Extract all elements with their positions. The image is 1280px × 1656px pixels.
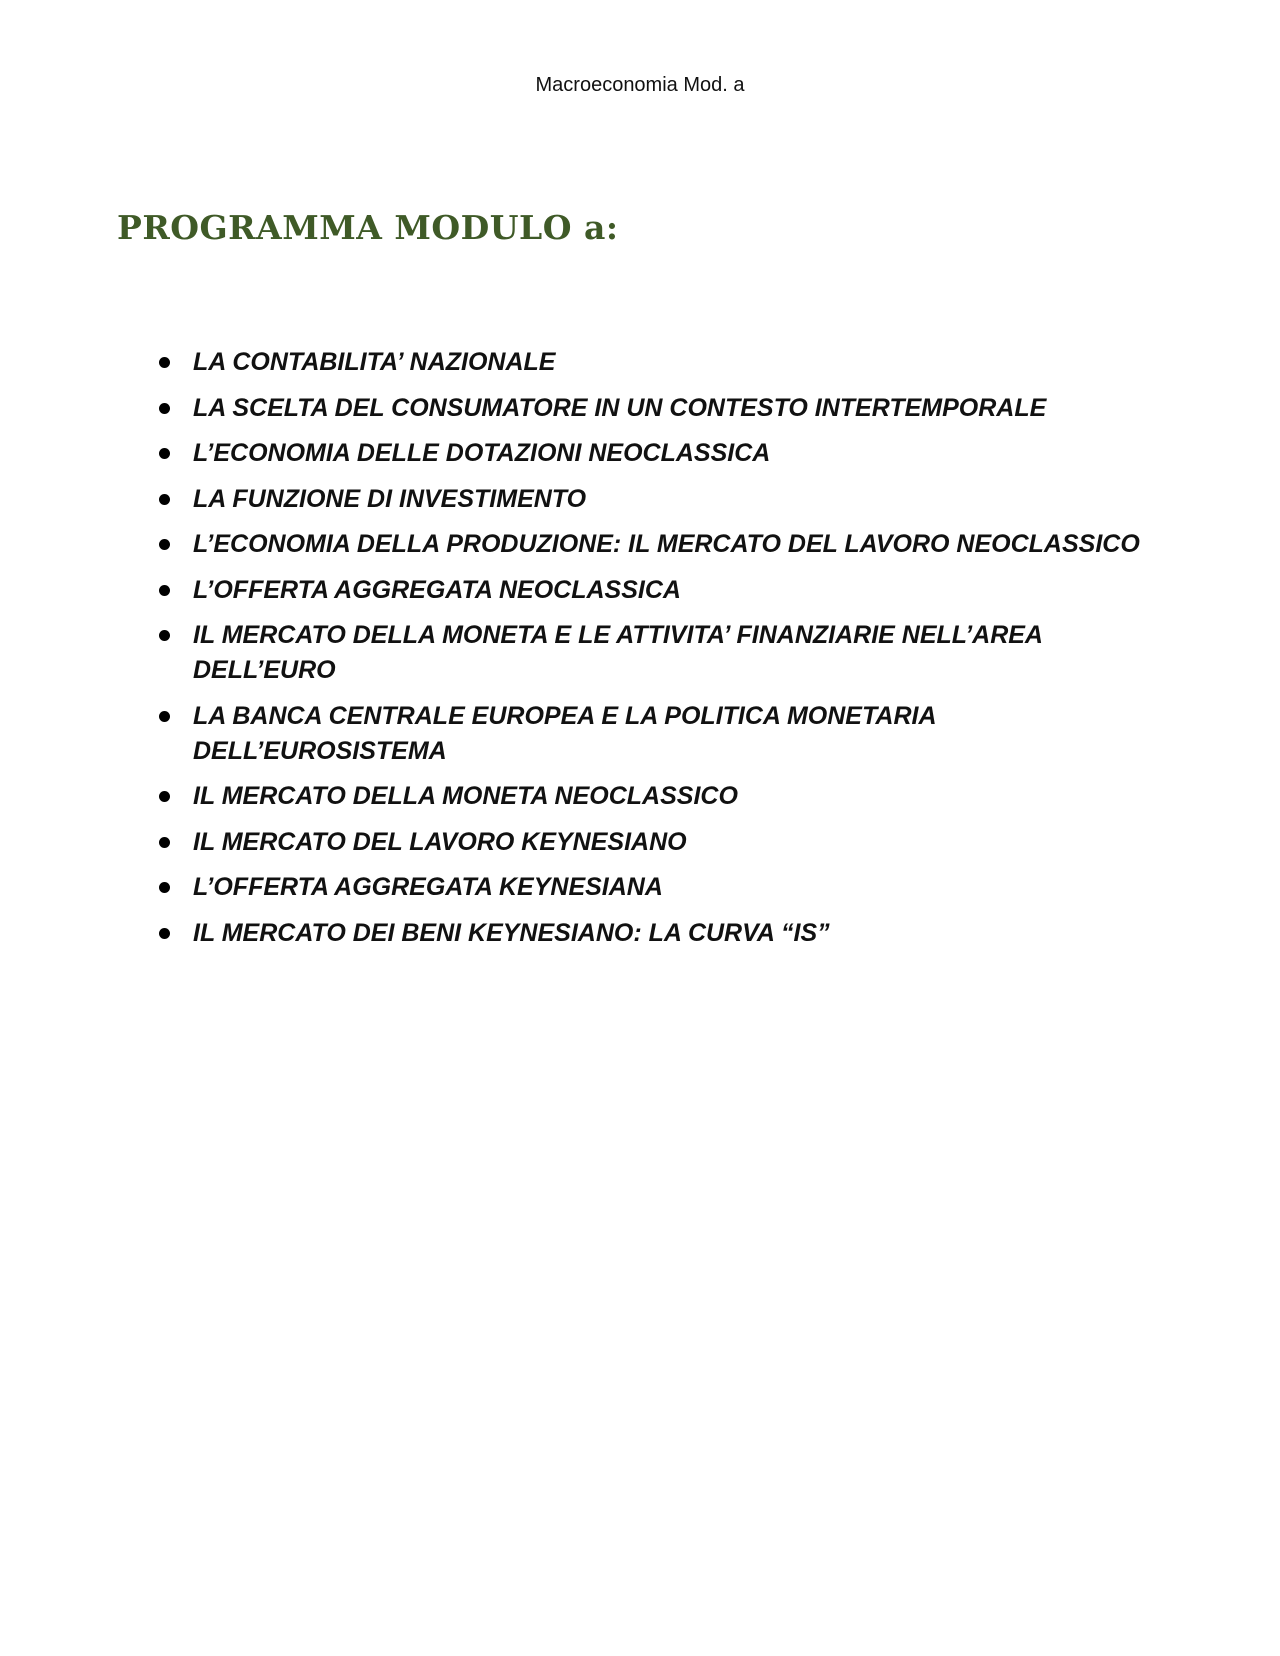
topic-text: L’OFFERTA AGGREGATA NEOCLASSICA (193, 575, 681, 604)
topic-text: LA CONTABILITA’ NAZIONALE (193, 348, 556, 376)
topic-item (154, 482, 1164, 517)
bullet-icon (159, 882, 170, 893)
bullet-icon (159, 539, 170, 550)
topic-item (154, 699, 1164, 769)
topic-text: LA SCELTA DEL CONSUMATORE IN UN CONTESTO INTERTEMPORALE (193, 393, 1047, 422)
topic-item (154, 618, 1164, 688)
topic-item (154, 916, 1164, 951)
topic-text: LA FUNZIONE DI INVESTIMENTO (193, 484, 587, 513)
page-title: PROGRAMMA MODULO a: (117, 208, 619, 247)
bullet-icon (159, 448, 170, 459)
running-header: Macroeconomia Mod. a (535, 74, 745, 96)
topic-item (154, 573, 1164, 608)
topic-text: L’ECONOMIA DELLA PRODUZIONE: IL MERCATO DEL LAVORO NEOCLASSICO (193, 530, 1140, 558)
bullet-icon (159, 630, 170, 641)
topic-item (154, 345, 1164, 380)
bullet-icon (159, 711, 170, 722)
topic-item (154, 779, 1164, 814)
topic-text: LA BANCA CENTRALE EUROPEA E LA POLITICA MONETARIA DELL’EUROSISTEMA (193, 701, 936, 765)
topic-text: L’ECONOMIA DELLE DOTAZIONI NEOCLASSICA (193, 439, 771, 467)
bullet-icon (159, 403, 170, 414)
topic-text: L’OFFERTA AGGREGATA KEYNESIANA (193, 873, 663, 901)
bullet-icon (159, 494, 170, 505)
bullet-icon (159, 837, 170, 848)
topic-text: IL MERCATO DELLA MONETA E LE ATTIVITA’ FINANZIARIE NELL’AREA DELL’EURO (193, 621, 1043, 684)
topic-text: IL MERCATO DELLA MONETA NEOCLASSICO (193, 782, 738, 810)
topic-list (154, 345, 1164, 961)
topic-item (154, 436, 1164, 471)
topic-item (154, 870, 1164, 905)
topic-item (154, 527, 1164, 562)
topic-text: IL MERCATO DEL LAVORO KEYNESIANO (193, 827, 687, 856)
bullet-icon (159, 357, 170, 368)
topic-item (154, 825, 1164, 860)
topic-text: IL MERCATO DEI BENI KEYNESIANO: LA CURVA “IS” (193, 918, 830, 947)
topic-item (154, 391, 1164, 426)
bullet-icon (159, 928, 170, 939)
bullet-icon (159, 791, 170, 802)
bullet-icon (159, 585, 170, 596)
